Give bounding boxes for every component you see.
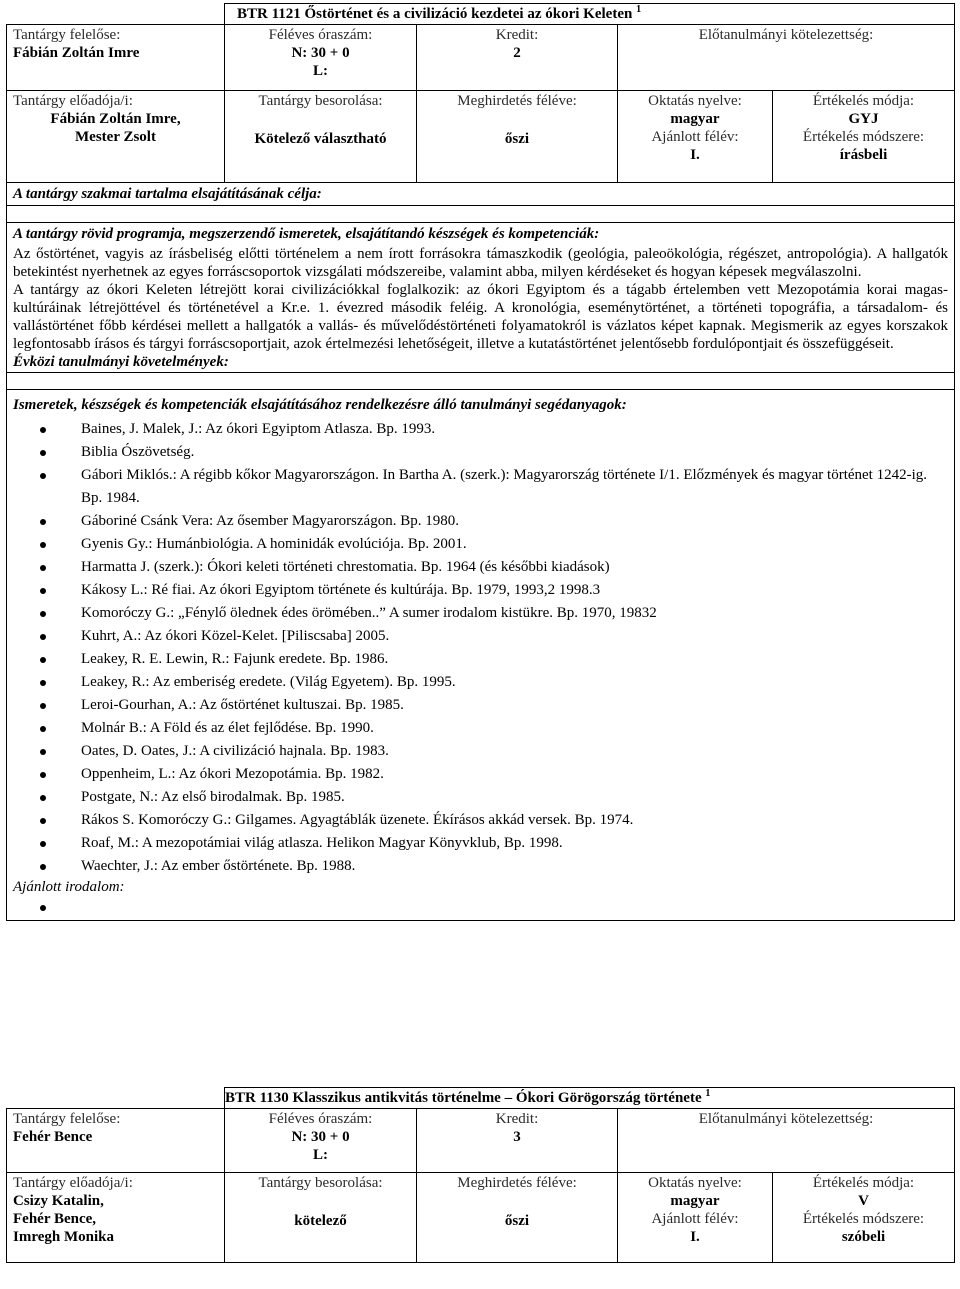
empty-bullet-item bbox=[13, 896, 948, 918]
segedanyag-heading: Ismeretek, készségek és kompetenciák elsajátításához rendelkezésre álló tanulmányi segédanyagok: bbox=[13, 397, 627, 413]
reference-item: Waechter, J.: Az ember őstörténete. Bp. 1988. bbox=[13, 855, 948, 878]
meghirdetes-label: Meghirdetés féléve: bbox=[457, 93, 577, 109]
course1-table bbox=[6, 3, 955, 921]
program-paragraph-1: Az őstörténet, vagyis az írásbeliség előtti történelem a nem írott forrásokra támaszkodik (geológia, paleoökológia, régészet, antropológia). A hallgatók betekintést nyerhetnek az egyes forráscsoportok vizsgálati módszereibe, valamint abba, milyen kérdéseket és hogyan képesek megválaszolni. bbox=[13, 246, 949, 280]
eloado-1: Fábián Zoltán Imre, bbox=[50, 111, 181, 127]
ajanlott-irodalom-heading: Ajánlott irodalom: bbox=[13, 879, 125, 895]
meghirdetes-value: őszi bbox=[504, 131, 530, 147]
reference-item: Gábori Miklós.: A régibb kőkor Magyarországon. In Bartha A. (szerk.): Magyarország története I/1. Előzmények és magyar történet 1242-ig. Bp. 1984. bbox=[13, 464, 948, 510]
reference-item: Roaf, M.: A mezopotámiai világ atlasza. Helikon Magyar Könyvklub, Bp. 1998. bbox=[13, 832, 948, 855]
course1-ertekeles-cell bbox=[773, 91, 955, 183]
oraszam-label: Féléves óraszám: bbox=[268, 27, 373, 43]
kredit-value: 2 bbox=[513, 45, 521, 61]
eloado-label: Tantárgy előadója/i: bbox=[13, 93, 133, 109]
program-heading: A tantárgy rövid programja, megszerzendő ismeretek, elsajátítandó készségek és kompetenciák: bbox=[13, 226, 600, 242]
ajanlott-label: Ajánlott félév: bbox=[651, 1211, 739, 1227]
oraszam-l: L: bbox=[313, 1147, 328, 1163]
eloado-2: Fehér Bence, bbox=[13, 1211, 97, 1227]
nyelv-value: magyar bbox=[670, 111, 720, 127]
nyelv-value: magyar bbox=[670, 1193, 720, 1209]
ajanlott-value: I. bbox=[690, 147, 700, 163]
kredit-label: Kredit: bbox=[495, 1111, 539, 1127]
reference-item: Postgate, N.: Az első birodalmak. Bp. 1985. bbox=[13, 786, 948, 809]
ert-modszer-value: szóbeli bbox=[841, 1229, 886, 1245]
ert-mod-label: Értékelés módja: bbox=[812, 93, 915, 109]
course2-ertekeles-cell bbox=[773, 1173, 955, 1263]
ajanlott-value: I. bbox=[690, 1229, 700, 1245]
eloado-label: Tantárgy előadója/i: bbox=[13, 1175, 133, 1191]
reference-item: Komoróczy G.: „Fénylő ölednek édes örömében..” A sumer irodalom kistükre. Bp. 1970, 19832 bbox=[13, 602, 948, 625]
reference-item: Harmatta J. (szerk.): Ókori keleti történeti chrestomatia. Bp. 1964 (és későbbi kiadások) bbox=[13, 556, 948, 579]
course2-meghirdetes-cell bbox=[417, 1173, 618, 1263]
ert-mod-value: V bbox=[858, 1193, 869, 1209]
felelos-label: Tantárgy felelőse: bbox=[13, 27, 121, 43]
cel-heading: A tantárgy szakmai tartalma elsajátításának célja: bbox=[7, 183, 955, 206]
eloado-2: Mester Zsolt bbox=[75, 129, 156, 145]
segedanyag-cell bbox=[7, 390, 955, 921]
oraszam-n: N: 30 + 0 bbox=[291, 45, 350, 61]
kredit-value: 3 bbox=[513, 1129, 521, 1145]
course2-oraszam-cell bbox=[225, 1109, 417, 1173]
course1-besorolas-cell bbox=[225, 91, 417, 183]
felelos-value: Fábián Zoltán Imre bbox=[13, 45, 140, 61]
felelos-value: Fehér Bence bbox=[13, 1129, 93, 1145]
elotanulmanyi-label: Előtanulmányi kötelezettség: bbox=[698, 1111, 874, 1127]
course2-eloado-cell bbox=[7, 1173, 225, 1263]
ert-modszer-value: írásbeli bbox=[839, 147, 888, 163]
reference-item: Leakey, R.: Az emberiség eredete. (Világ Egyetem). Bp. 1995. bbox=[13, 671, 948, 694]
reference-item: Gáboriné Csánk Vera: Az ősember Magyarországon. Bp. 1980. bbox=[13, 510, 948, 533]
ajanlott-label: Ajánlott félév: bbox=[651, 129, 739, 145]
reference-item: Oppenheim, L.: Az ókori Mezopotámia. Bp. 1982. bbox=[13, 763, 948, 786]
felelos-label: Tantárgy felelőse: bbox=[13, 1111, 121, 1127]
ert-mod-value: GYJ bbox=[848, 111, 879, 127]
ert-modszer-label: Értékelés módszere: bbox=[802, 129, 925, 145]
evkozi-heading: Évközi tanulmányi követelmények: bbox=[13, 354, 229, 370]
course1-kredit-cell bbox=[417, 25, 618, 91]
course1-title: BTR 1121 Őstörténet és a civilizáció kezdetei az ókori Keleten $^1$ bbox=[225, 4, 955, 25]
course1-meghirdetes-cell bbox=[417, 91, 618, 183]
reference-item: Molnár B.: A Föld és az élet fejlődése. Bp. 1990. bbox=[13, 717, 948, 740]
besorolas-value: Kötelező választható bbox=[254, 131, 387, 147]
ert-mod-label: Értékelés módja: bbox=[812, 1175, 915, 1191]
course2-table bbox=[6, 1087, 955, 1263]
nyelv-label: Oktatás nyelve: bbox=[648, 93, 742, 109]
oraszam-n: N: 30 + 0 bbox=[291, 1129, 350, 1145]
oraszam-l: L: bbox=[313, 63, 328, 79]
course2-title: BTR 1130 Klasszikus antikvitás történelme – Ókori Görögország története $^1$ bbox=[225, 1088, 955, 1109]
besorolas-value: kötelező bbox=[294, 1213, 347, 1229]
course1-nyelv-cell bbox=[618, 91, 773, 183]
reference-item: Gyenis Gy.: Humánbiológia. A hominidák evolúciója. Bp. 2001. bbox=[13, 533, 948, 556]
kredit-label: Kredit: bbox=[495, 27, 539, 43]
course2-felelos-cell bbox=[7, 1109, 225, 1173]
reference-item: Biblia Ószövetség. bbox=[13, 441, 948, 464]
reference-item: Baines, J. Malek, J.: Az ókori Egyiptom Atlasza. Bp. 1993. bbox=[13, 418, 948, 441]
nyelv-label: Oktatás nyelve: bbox=[648, 1175, 742, 1191]
reference-list bbox=[13, 418, 948, 878]
oraszam-label: Féléves óraszám: bbox=[268, 1111, 373, 1127]
besorolas-label: Tantárgy besorolása: bbox=[258, 1175, 383, 1191]
reference-item: Rákos S. Komoróczy G.: Gilgames. Agyagtáblák üzenete. Ékírásos akkád versek. Bp. 1974. bbox=[13, 809, 948, 832]
reference-item: Kákosy L.: Ré fiai. Az ókori Egyiptom története és kultúrája. Bp. 1979, 1993,2 1998.3 bbox=[13, 579, 948, 602]
eloado-1: Csizy Katalin, bbox=[13, 1193, 104, 1209]
course1-felelos-cell bbox=[7, 25, 225, 91]
course2-besorolas-cell bbox=[225, 1173, 417, 1263]
course1-oraszam-cell bbox=[225, 25, 417, 91]
meghirdetes-label: Meghirdetés féléve: bbox=[457, 1175, 577, 1191]
course2-nyelv-cell bbox=[618, 1173, 773, 1263]
reference-item: Oates, D. Oates, J.: A civilizáció hajnala. Bp. 1983. bbox=[13, 740, 948, 763]
besorolas-label: Tantárgy besorolása: bbox=[258, 93, 383, 109]
eloado-3: Imregh Monika bbox=[13, 1229, 114, 1245]
course2-kredit-cell bbox=[417, 1109, 618, 1173]
reference-item: Leakey, R. E. Lewin, R.: Fajunk eredete. Bp. 1986. bbox=[13, 648, 948, 671]
course2-elotanulmanyi-cell bbox=[618, 1109, 955, 1173]
ert-modszer-label: Értékelés módszere: bbox=[802, 1211, 925, 1227]
program-cell bbox=[7, 223, 955, 373]
program-paragraph-2: A tantárgy az ókori Keleten létrejött korai civilizációkkal foglalkozik: az ókori Egyiptom és a tágabb értelemben vett Mezopotámia korai magas-kultúráinak létrejöttével és történetével a Kr.e. 1. évezred második feléig. A kronológia, eseménytörténet, a történeti topográfia, a társadalom- és vallástörténet főbb kérdései mellett a hallgatók a vallás- és művelődéstörténeti folyamatokról is vázlatos képet kapnak. Megismerik az egyes korszakok legfontosabb írásos és tárgyi forráscsoportjait, azok értelmezési lehetőségeit, illetve a kutatástörténet jelentősebb fordulópontjait és összefüggéseit. bbox=[13, 282, 949, 352]
reference-item: Leroi-Gourhan, A.: Az őstörténet kultuszai. Bp. 1985. bbox=[13, 694, 948, 717]
reference-item: Kuhrt, A.: Az ókori Közel-Kelet. [Piliscsaba] 2005. bbox=[13, 625, 948, 648]
course1-elotanulmanyi-cell bbox=[618, 25, 955, 91]
course1-eloado-cell bbox=[7, 91, 225, 183]
meghirdetes-value: őszi bbox=[504, 1213, 530, 1229]
elotanulmanyi-label: Előtanulmányi kötelezettség: bbox=[698, 27, 874, 43]
